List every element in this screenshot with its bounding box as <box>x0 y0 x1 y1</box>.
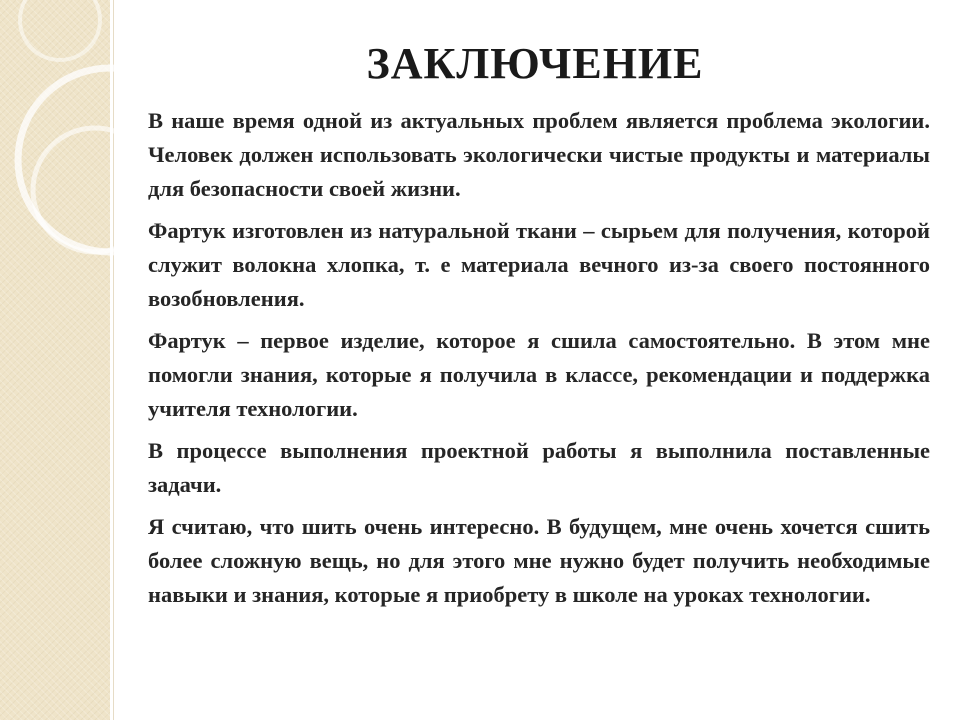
paragraph-future: Я считаю, что шить очень интересно. В будущем, мне очень хочется сшить более сложную вещь, но для этого мне нужно будет получить необходимые навыки и знания, которые я приобрету в школе на уроках технологии. <box>148 514 930 607</box>
paragraph-ecology: В наше время одной из актуальных проблем является проблема экологии. Человек должен использовать экологически чистые продукты и материалы для безопасности своей жизни. <box>148 108 930 201</box>
decorative-side-panel <box>0 0 113 720</box>
paragraph-first-item: Фартук – первое изделие, которое я сшила самостоятельно. В этом мне помогли знания, которые я получила в классе, рекомендации и поддержка учителя технологии. <box>148 328 930 421</box>
paragraph-tasks: В процессе выполнения проектной работы я выполнила поставленные задачи. <box>148 438 930 497</box>
paragraph-fabric: Фартук изготовлен из натуральной ткани – сырьем для получения, которой служит волокна хлопка, т. е материала вечного из-за своего постоянного возобновления. <box>148 218 930 311</box>
slide-title: ЗАКЛЮЧЕНИЕ <box>366 39 704 88</box>
conclusion-text <box>148 104 930 620</box>
